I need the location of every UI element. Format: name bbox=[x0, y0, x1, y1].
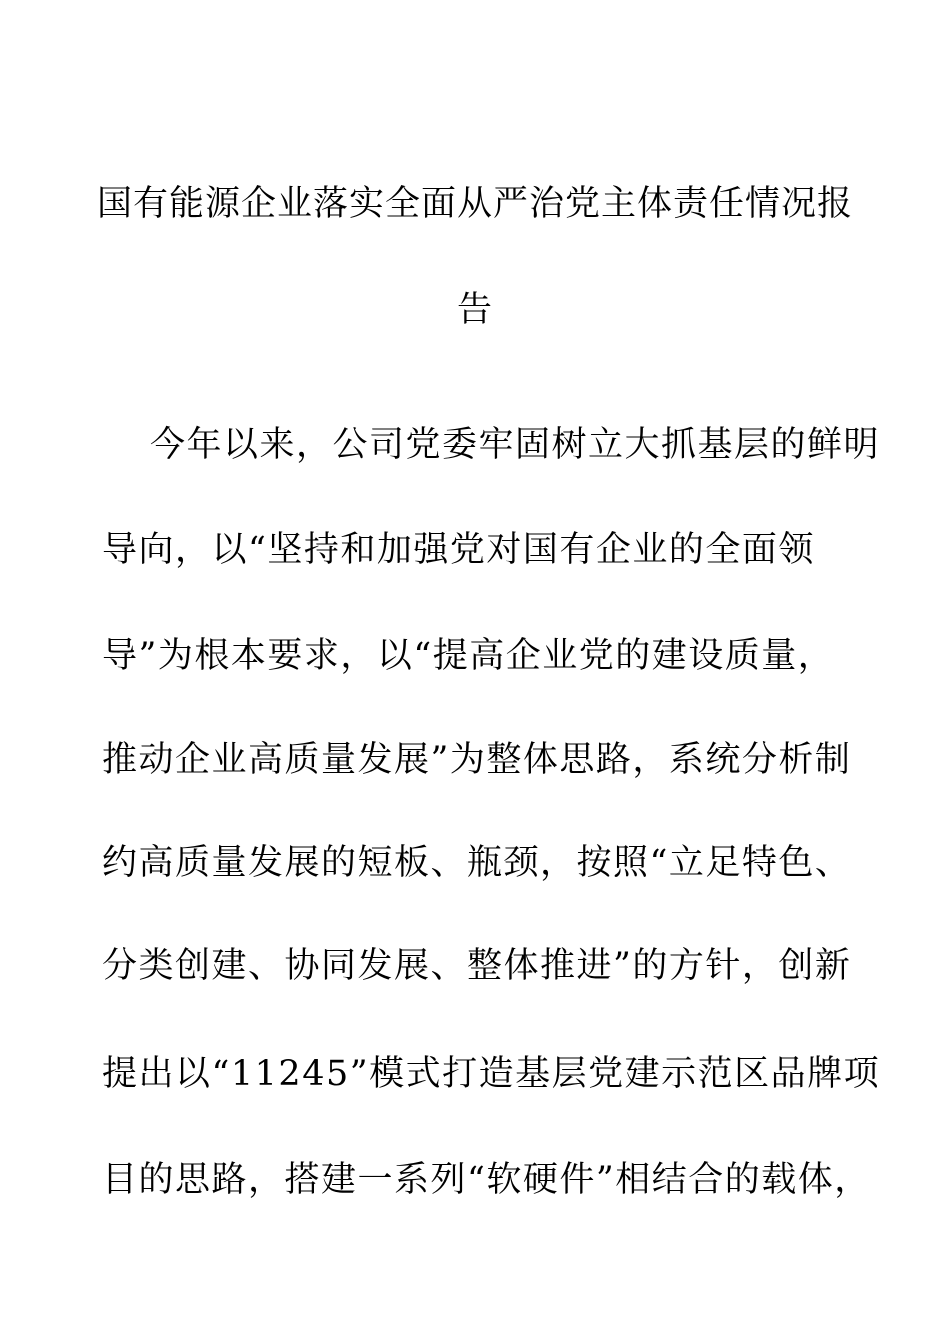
paragraph-line-8: 目的思路，搭建一系列“软硬件”相结合的载体， bbox=[102, 1160, 871, 1200]
paragraph-line-4: 推动企业高质量发展”为整体思路，系统分析制 bbox=[102, 740, 852, 780]
document-title-line-1: 国有能源企业落实全面从严治党主体责任情况报 bbox=[96, 184, 853, 224]
paragraph-line-7: 提出以“11245”模式打造基层党建示范区品牌项 bbox=[102, 1054, 881, 1094]
paragraph-line-2: 导向，以“坚持和加强党对国有企业的全面领 bbox=[102, 530, 815, 570]
paragraph-line-1: 今年以来，公司党委牢固树立大抓基层的鲜明 bbox=[150, 425, 881, 465]
paragraph-line-5: 约高质量发展的短板、瓶颈，按照“立足特色、 bbox=[102, 843, 852, 883]
paragraph-line-3: 导”为根本要求，以“提高企业党的建设质量， bbox=[102, 636, 835, 676]
document-title-line-2: 告 bbox=[456, 290, 493, 330]
paragraph-line-6: 分类创建、协同发展、整体推进”的方针，创新 bbox=[102, 946, 852, 986]
